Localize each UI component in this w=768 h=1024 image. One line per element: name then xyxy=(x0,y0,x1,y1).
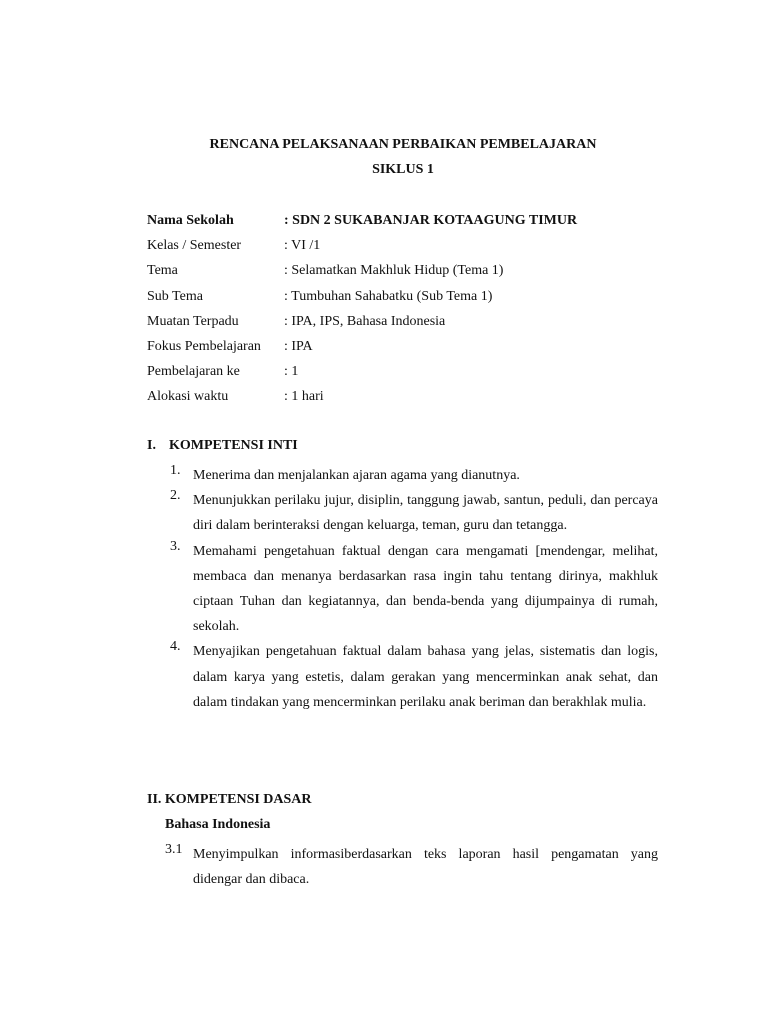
subject-heading: Bahasa Indonesia xyxy=(165,817,271,832)
list-item-text: Menunjukkan perilaku jujur, disiplin, tanggung jawab, santun, peduli, dan percaya diri dalam berinteraksi dengan keluarga, teman, guru dan tetangga. xyxy=(193,493,658,534)
info-row-lesson xyxy=(147,363,667,388)
info-label: Fokus Pembelajaran xyxy=(147,338,261,354)
list-item-text: Memahami pengetahuan faktual dengan cara mengamati [mendengar, melihat, membaca dan menanya berdasarkan rasa ingin tahu tentang dirinya, makhluk ciptaan Tuhan dan kegiatannya, dan benda-benda yang dijumpainya di rumah, sekolah. xyxy=(193,543,658,635)
info-row-time xyxy=(147,388,667,413)
info-label: Muatan Terpadu xyxy=(147,313,239,329)
info-label: Kelas / Semester xyxy=(147,238,242,254)
info-row-subjects xyxy=(147,313,667,338)
section-title: KOMPETENSI INTI xyxy=(169,438,298,453)
section-heading-core-competence xyxy=(147,438,298,454)
info-value: : 1 xyxy=(284,364,299,380)
info-value: : SDN 2 SUKABANJAR KOTAAGUNG TIMUR xyxy=(284,213,578,228)
info-label: Pembelajaran ke xyxy=(147,364,240,380)
list-item-text: Menyimpulkan informasiberdasarkan teks laporan hasil pengamatan yang didengar dan dibaca. xyxy=(193,847,658,888)
list-item xyxy=(170,463,658,488)
info-label: Nama Sekolah xyxy=(147,213,234,228)
document-subtitle: SIKLUS 1 xyxy=(372,162,434,177)
list-item xyxy=(170,539,658,640)
section-heading-basic-competence: II. KOMPETENSI DASAR xyxy=(147,792,312,807)
info-row-subtheme xyxy=(147,288,667,313)
info-value: : 1 hari xyxy=(284,389,324,405)
info-value: : VI /1 xyxy=(284,238,321,254)
list-item-number: 3.1 xyxy=(165,842,183,857)
info-label: Alokasi waktu xyxy=(147,389,229,405)
info-label: Tema xyxy=(147,263,178,279)
info-value: : Tumbuhan Sahabatku (Sub Tema 1) xyxy=(284,288,493,304)
list-item-text: Menerima dan menjalankan ajaran agama yang dianutnya. xyxy=(193,468,520,483)
list-item-text: Menyajikan pengetahuan faktual dalam bahasa yang jelas, sistematis dan logis, dalam karya yang estetis, dalam gerakan yang mencerminkan anak sehat, dan dalam tindakan yang mencerminkan perilaku anak beriman dan berakhlak mulia. xyxy=(193,644,658,710)
info-value: : Selamatkan Makhluk Hidup (Tema 1) xyxy=(284,263,504,279)
list-item xyxy=(165,842,658,892)
list-item-number: 3. xyxy=(170,538,181,554)
info-value: : IPA, IPS, Bahasa Indonesia xyxy=(284,313,446,329)
document-title: RENCANA PELAKSANAAN PERBAIKAN PEMBELAJARAN xyxy=(209,137,597,152)
list-item-number: 4. xyxy=(170,639,181,655)
list-item xyxy=(170,639,658,715)
info-label: Sub Tema xyxy=(147,288,203,304)
list-item xyxy=(170,488,658,538)
core-competence-list xyxy=(170,463,658,715)
info-row-focus xyxy=(147,338,667,363)
list-item-number: 1. xyxy=(170,463,181,478)
list-item-number: 2. xyxy=(170,488,181,504)
info-value: : IPA xyxy=(284,338,313,354)
info-row-school xyxy=(147,212,667,237)
info-row-theme xyxy=(147,262,667,287)
identity-table xyxy=(147,212,667,414)
info-row-class xyxy=(147,237,667,262)
section-number: I. xyxy=(147,438,156,453)
